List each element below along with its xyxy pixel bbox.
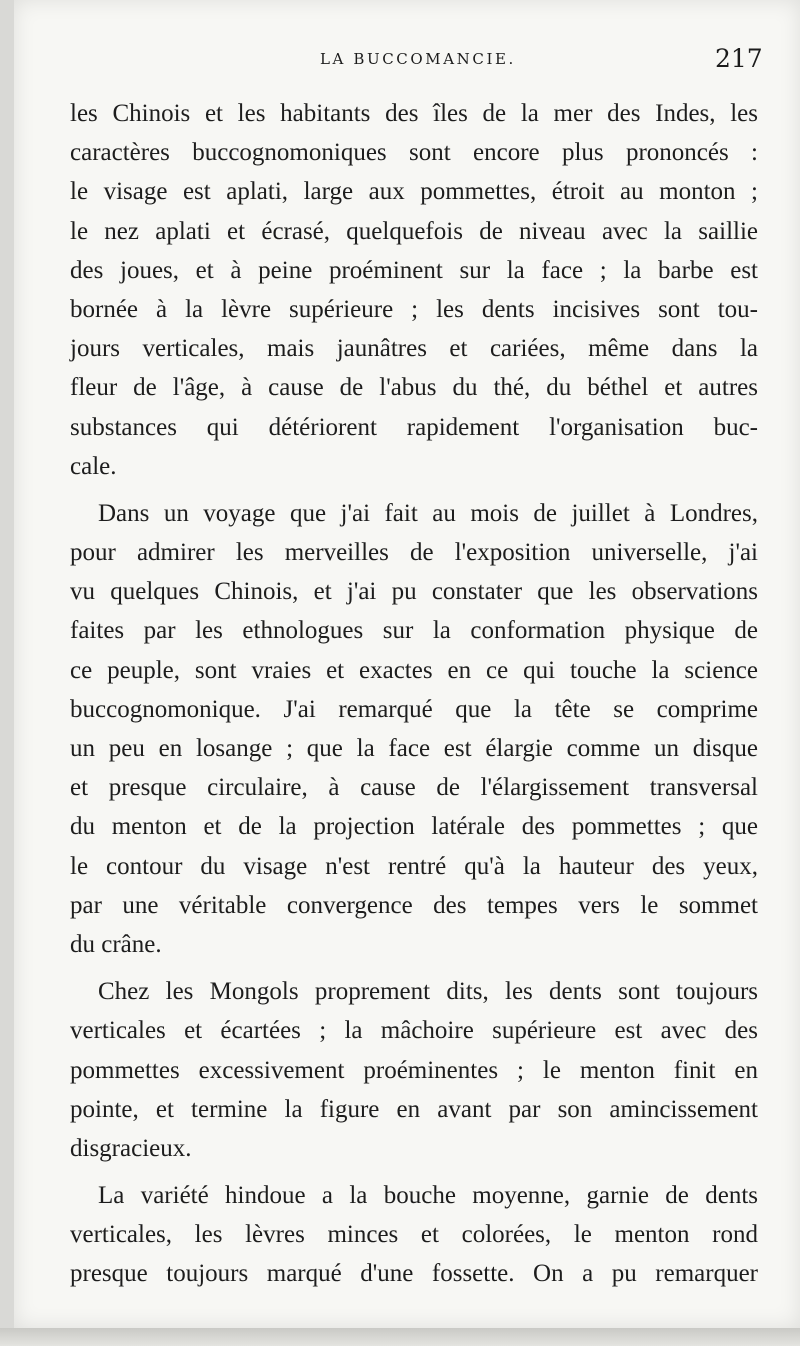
text-line: du crâne. <box>70 930 162 958</box>
text-line: vu quelques Chinois, et j'ai pu constater que les observations <box>70 578 758 606</box>
text-line: Dans un voyage que j'ai fait au mois de juillet à Londres, <box>98 499 758 527</box>
text-line: La variété hindoue a la bouche moyenne, garnie de dents <box>98 1182 758 1210</box>
text-line: substances qui détériorent rapidement l'organisation buc- <box>70 413 758 441</box>
text-line: du menton et de la projection latérale des pommettes ; que <box>70 813 758 841</box>
page-number: 217 <box>715 44 763 73</box>
paragraph-1 <box>70 94 758 486</box>
paragraph-2 <box>70 494 758 964</box>
text-line: pointe, et termine la figure en avant par son amincissement <box>70 1095 758 1123</box>
running-head-title: LA BUCCOMANCIE. <box>320 50 516 68</box>
text-line: les Chinois et les habitants des îles de la mer des Indes, les <box>70 100 758 127</box>
text-line: presque toujours marqué d'une fossette. On a pu remarquer <box>70 1260 758 1288</box>
paragraph-3 <box>70 972 758 1168</box>
text-line: le contour du visage n'est rentré qu'à la hauteur des yeux, <box>70 852 758 880</box>
text-line: cale. <box>70 452 117 480</box>
text-line: pour admirer les merveilles de l'exposition universelle, j'ai <box>70 539 758 567</box>
text-line: jours verticales, mais jaunâtres et cariées, même dans la <box>70 335 758 363</box>
book-page <box>14 0 800 1328</box>
text-line: caractères buccognomoniques sont encore plus prononcés : <box>70 139 758 167</box>
text-line: Chez les Mongols proprement dits, les dents sont toujours <box>98 978 758 1006</box>
text-line: pommettes excessivement proéminentes ; le menton finit en <box>70 1056 758 1084</box>
text-line: faites par les ethnologues sur la conformation physique de <box>70 617 758 645</box>
text-line: un peu en losange ; que la face est élargie comme un disque <box>70 735 758 762</box>
text-line: le nez aplati et écrasé, quelquefois de niveau avec la saillie <box>70 217 758 245</box>
text-line: fleur de l'âge, à cause de l'abus du thé, du béthel et autres <box>70 374 758 402</box>
text-line: ce peuple, sont vraies et exactes en ce qui touche la science <box>70 656 758 684</box>
text-line: verticales et écartées ; la mâchoire supérieure est avec des <box>70 1017 758 1045</box>
text-line: et presque circulaire, à cause de l'élargissement transversal <box>70 774 758 802</box>
text-line: buccognomonique. J'ai remarqué que la tête se comprime <box>70 695 758 723</box>
text-line: le visage est aplati, large aux pommettes, étroit au monton ; <box>70 178 758 206</box>
page-bottom-edge <box>0 1328 800 1346</box>
text-line: disgracieux. <box>70 1134 192 1162</box>
text-line: bornée à la lèvre supérieure ; les dents incisives sont tou- <box>70 295 758 323</box>
text-line: des joues, et à peine proéminent sur la face ; la barbe est <box>70 256 758 284</box>
paragraph-4 <box>70 1176 758 1294</box>
text-line: verticales, les lèvres minces et colorées, le menton rond <box>70 1221 758 1249</box>
text-line: par une véritable convergence des tempes vers le sommet <box>70 891 758 919</box>
body-text <box>70 94 758 1302</box>
